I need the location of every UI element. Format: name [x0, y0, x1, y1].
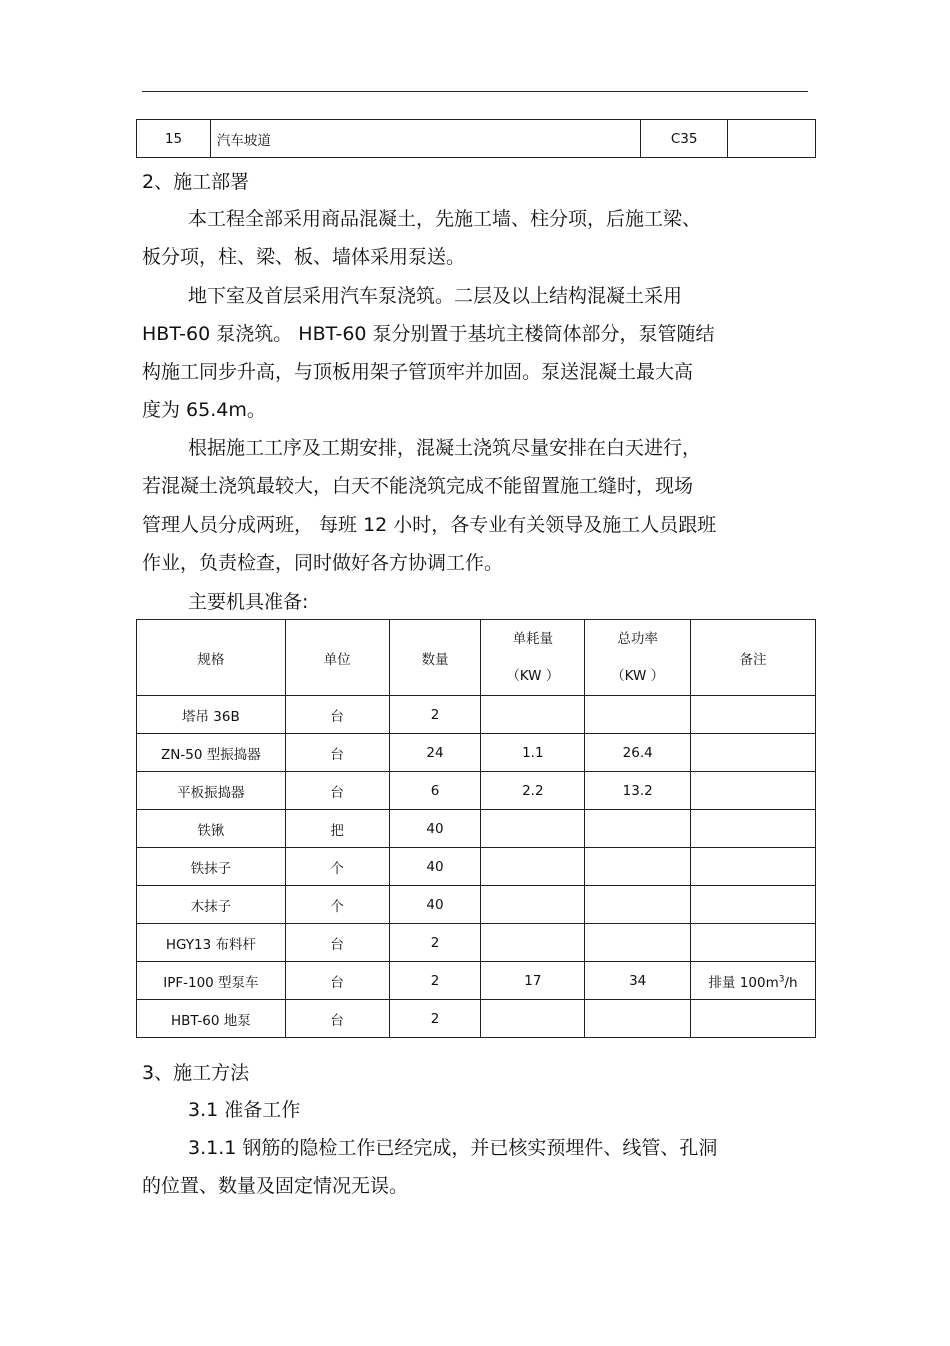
cell-unit-power: 2.2 — [481, 772, 585, 810]
cell-qty: 40 — [389, 848, 481, 886]
cell-remark — [691, 962, 816, 1000]
paragraph-line: 根据施工工序及工期安排，混凝土浇筑尽量安排在白天进行， — [188, 437, 702, 459]
paragraph-line: 管理人员分成两班， 每班 12 小时，各专业有关领导及施工人员跟班 — [142, 514, 717, 536]
cell-total-power — [585, 696, 691, 734]
cell-spec: 铁抹子 — [137, 848, 286, 886]
header-unit: 单位 — [285, 620, 389, 696]
equipment-caption: 主要机具准备: — [188, 591, 309, 613]
header-total-power-line1: 总功率 — [617, 630, 658, 647]
paragraph-line: 若混凝土浇筑最较大，白天不能浇筑完成不能留置施工缝时，现场 — [142, 475, 694, 497]
table-row — [137, 886, 816, 924]
table-row — [137, 734, 816, 772]
subsection-heading: 3.1 准备工作 — [188, 1099, 301, 1121]
table-row — [137, 696, 816, 734]
cell-remark — [691, 810, 816, 848]
cell-unit: 台 — [285, 962, 389, 1000]
table-row — [137, 962, 816, 1000]
cell-unit: 台 — [285, 696, 389, 734]
paragraph-line: HBT-60 泵浇筑。 HBT-60 泵分别置于基坑主楼筒体部分，泵管随结 — [142, 323, 715, 345]
paragraph-line: 3.1.1 钢筋的隐检工作已经完成，并已核实预埋件、线管、孔洞 — [188, 1137, 718, 1159]
cell-spec: ZN-50 型振捣器 — [137, 734, 286, 772]
row-name: 汽车坡道 — [210, 120, 640, 158]
cell-unit-power — [481, 696, 585, 734]
cell-unit-power — [481, 848, 585, 886]
header-unit-power — [481, 620, 585, 696]
header-rule — [142, 91, 808, 92]
row-note — [728, 120, 816, 158]
header-remark: 备注 — [691, 620, 816, 696]
cell-remark — [691, 886, 816, 924]
cell-spec: 铁锹 — [137, 810, 286, 848]
equipment-table — [136, 619, 816, 1038]
cell-qty: 40 — [389, 886, 481, 924]
cell-qty: 2 — [389, 696, 481, 734]
cell-unit: 个 — [285, 848, 389, 886]
header-total-power-line2: （KW ） — [611, 667, 665, 684]
remark-text: 排量 100m — [708, 974, 779, 991]
cell-remark — [691, 734, 816, 772]
paragraph-line: 地下室及首层采用汽车泵浇筑。二层及以上结构混凝土采用 — [188, 285, 683, 307]
section-3-heading: 3、施工方法 — [142, 1062, 250, 1084]
cell-spec: 平板振捣器 — [137, 772, 286, 810]
header-qty: 数量 — [389, 620, 481, 696]
cell-unit: 把 — [285, 810, 389, 848]
cell-spec: 塔吊 36B — [137, 696, 286, 734]
cell-remark — [691, 696, 816, 734]
cell-remark — [691, 924, 816, 962]
cell-total-power — [585, 924, 691, 962]
cell-unit: 台 — [285, 1000, 389, 1038]
header-total-power — [585, 620, 691, 696]
cell-spec: IPF-100 型泵车 — [137, 962, 286, 1000]
cell-unit-power — [481, 924, 585, 962]
cell-qty: 40 — [389, 810, 481, 848]
row-grade: C35 — [641, 120, 728, 158]
cell-unit-power — [481, 810, 585, 848]
cell-qty: 2 — [389, 1000, 481, 1038]
cell-spec: HBT-60 地泵 — [137, 1000, 286, 1038]
cell-unit: 台 — [285, 924, 389, 962]
cell-total-power: 34 — [585, 962, 691, 1000]
table-row — [137, 810, 816, 848]
top-table — [136, 119, 816, 158]
cell-total-power — [585, 848, 691, 886]
table-row — [137, 924, 816, 962]
header-unit-power-line1: 单耗量 — [512, 630, 554, 647]
cell-total-power — [585, 810, 691, 848]
cell-unit-power — [481, 1000, 585, 1038]
remark-unit: /h — [784, 974, 798, 991]
cell-unit: 台 — [285, 772, 389, 810]
cell-unit: 个 — [285, 886, 389, 924]
cell-total-power: 26.4 — [585, 734, 691, 772]
header-spec: 规格 — [137, 620, 286, 696]
table-row — [137, 1000, 816, 1038]
paragraph-line: 本工程全部采用商品混凝土，先施工墙、柱分项，后施工梁、 — [188, 208, 702, 230]
cell-remark — [691, 1000, 816, 1038]
section-2-heading: 2、施工部署 — [142, 171, 250, 193]
table-row — [137, 772, 816, 810]
paragraph-line: 的位置、数量及固定情况无误。 — [142, 1175, 409, 1197]
cell-spec: 木抹子 — [137, 886, 286, 924]
cell-qty: 2 — [389, 962, 481, 1000]
cell-remark — [691, 772, 816, 810]
paragraph-line: 板分项，柱、梁、板、墙体采用泵送。 — [142, 246, 466, 268]
paragraph-line: 度为 65.4m。 — [142, 399, 266, 421]
cell-unit-power: 17 — [481, 962, 585, 1000]
remark-superscript: 3 — [778, 974, 785, 984]
cell-total-power: 13.2 — [585, 772, 691, 810]
cell-remark — [691, 848, 816, 886]
cell-spec: HGY13 布料杆 — [137, 924, 286, 962]
cell-total-power — [585, 886, 691, 924]
cell-unit: 台 — [285, 734, 389, 772]
table-row — [137, 848, 816, 886]
header-unit-power-line2: （KW ） — [506, 667, 560, 684]
row-number: 15 — [137, 120, 211, 158]
table-row — [137, 120, 816, 158]
cell-qty: 24 — [389, 734, 481, 772]
paragraph-line: 构施工同步升高，与顶板用架子管顶牢并加固。泵送混凝土最大高 — [142, 361, 694, 383]
table-header-row — [137, 620, 816, 696]
cell-qty: 2 — [389, 924, 481, 962]
cell-unit-power: 1.1 — [481, 734, 585, 772]
paragraph-line: 作业，负责检查，同时做好各方协调工作。 — [142, 552, 504, 574]
cell-unit-power — [481, 886, 585, 924]
cell-qty: 6 — [389, 772, 481, 810]
cell-total-power — [585, 1000, 691, 1038]
